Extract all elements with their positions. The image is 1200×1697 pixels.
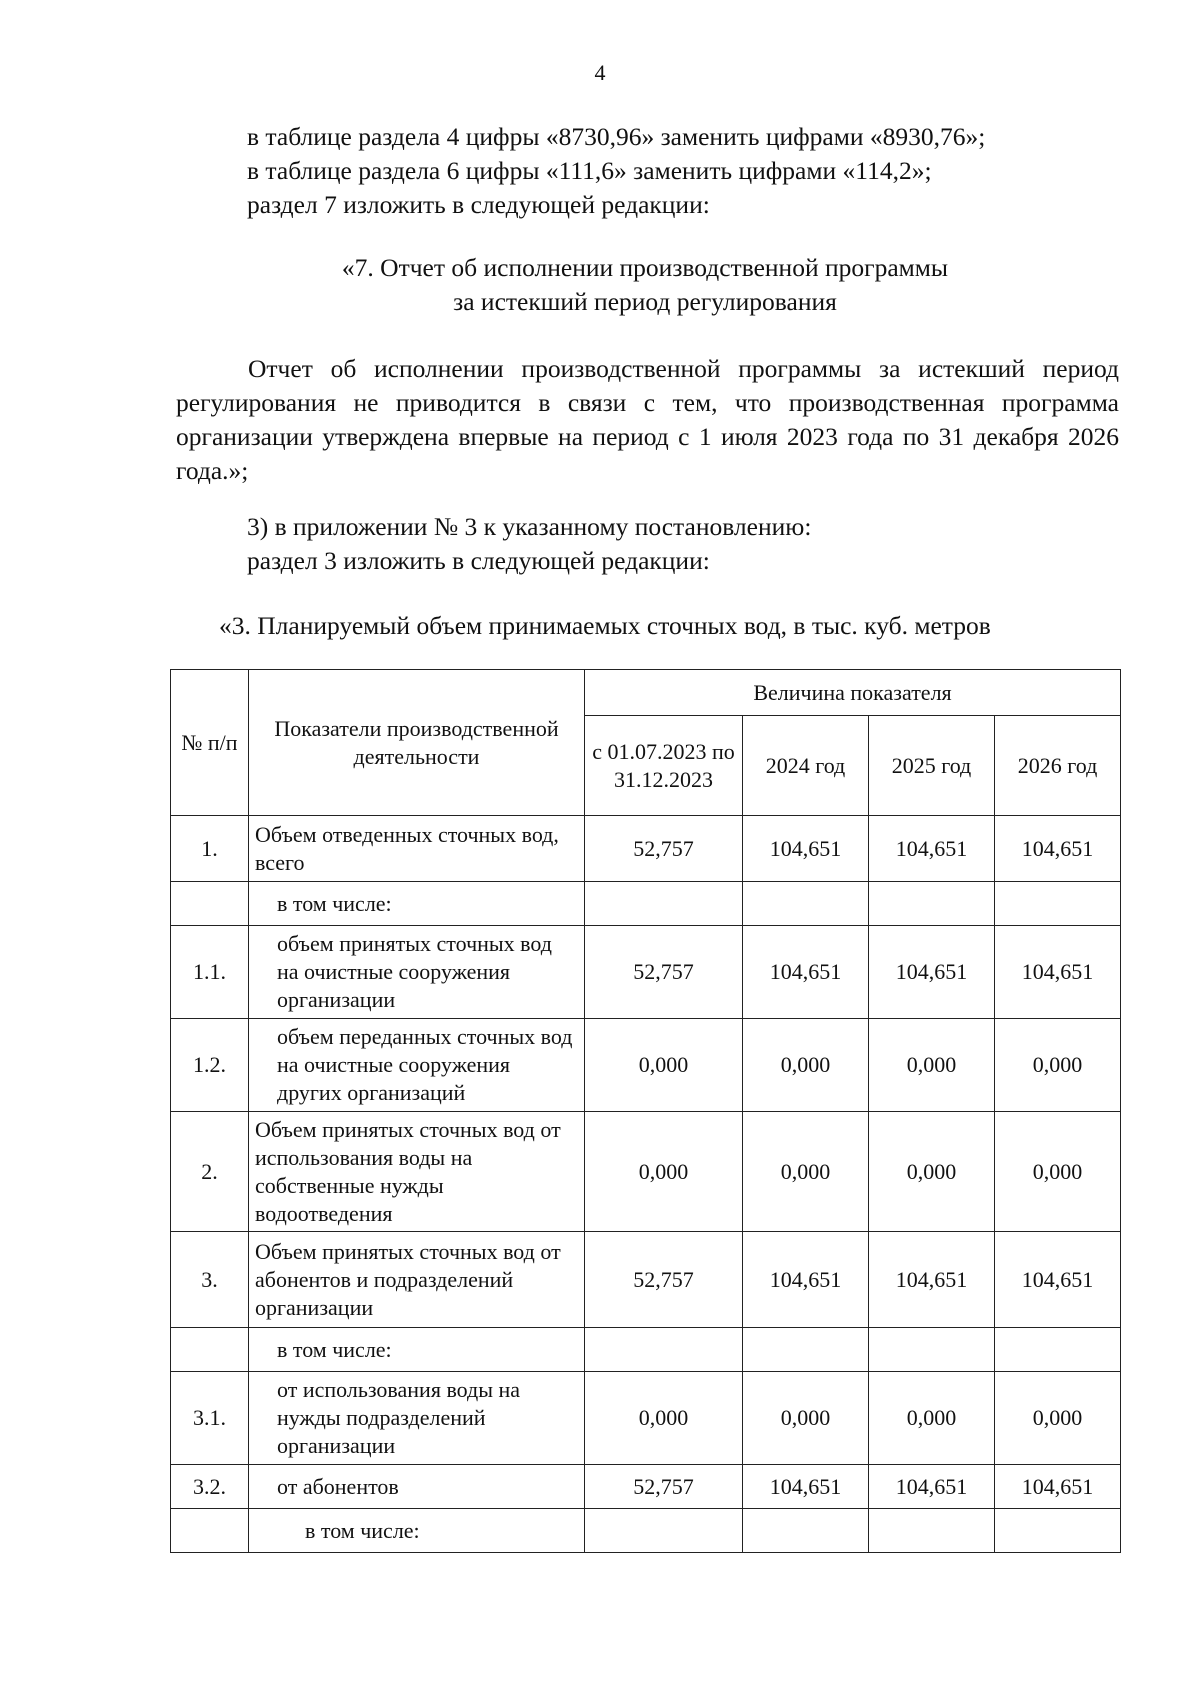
appendix-instructions — [247, 510, 811, 578]
row-value: 104,651 — [869, 816, 995, 882]
row-num — [171, 1509, 249, 1553]
table-row — [171, 1232, 1121, 1328]
table-title: «3. Планируемый объем принимаемых сточных вод, в тыс. куб. метров — [219, 611, 991, 640]
row-indicator: в том числе: — [249, 1509, 585, 1553]
row-num — [171, 1328, 249, 1372]
row-value — [743, 882, 869, 926]
row-value — [995, 882, 1121, 926]
row-value — [743, 1509, 869, 1553]
row-value: 0,000 — [995, 1372, 1121, 1465]
row-value: 52,757 — [585, 1465, 743, 1509]
row-value: 0,000 — [869, 1372, 995, 1465]
appendix-line1: 3) в приложении № 3 к указанному постановлению: — [247, 512, 812, 541]
row-value: 104,651 — [869, 926, 995, 1019]
row-value: 0,000 — [869, 1019, 995, 1112]
row-value: 104,651 — [743, 1232, 869, 1328]
row-num: 1. — [171, 816, 249, 882]
row-value: 104,651 — [995, 926, 1121, 1019]
row-value: 104,651 — [995, 1232, 1121, 1328]
table-row — [171, 1019, 1121, 1112]
row-value: 0,000 — [995, 1112, 1121, 1232]
row-value: 0,000 — [995, 1019, 1121, 1112]
wastewater-volume-table — [170, 669, 1121, 1553]
row-value — [995, 1328, 1121, 1372]
row-indicator: от использования воды на нужды подразделений организации — [249, 1372, 585, 1465]
row-value: 52,757 — [585, 926, 743, 1019]
row-num — [171, 882, 249, 926]
row-num: 3.1. — [171, 1372, 249, 1465]
table-row — [171, 816, 1121, 882]
row-value: 104,651 — [869, 1465, 995, 1509]
row-value — [869, 882, 995, 926]
row-value: 0,000 — [585, 1372, 743, 1465]
section7-title — [210, 251, 1080, 319]
row-value — [995, 1509, 1121, 1553]
table-row — [171, 1112, 1121, 1232]
row-num: 2. — [171, 1112, 249, 1232]
row-value: 0,000 — [743, 1372, 869, 1465]
row-indicator: в том числе: — [249, 882, 585, 926]
amendment-line: в таблице раздела 6 цифры «111,6» заменить цифрами «114,2»; — [247, 156, 932, 185]
page-number: 4 — [594, 60, 606, 85]
row-value — [869, 1328, 995, 1372]
section7-paragraph: Отчет об исполнении производственной программы за истекший период регулирования не приводится в связи с тем, что производственная программа организации утверждена впервые на период с 1 июля 2023 года по 31 декабря 2026 года.»; — [176, 354, 1119, 485]
header-period: 2024 год — [743, 716, 869, 816]
row-num: 3.2. — [171, 1465, 249, 1509]
section7-title-line2: за истекший период регулирования — [453, 287, 837, 316]
appendix-line2: раздел 3 изложить в следующей редакции: — [247, 546, 710, 575]
row-value: 52,757 — [585, 816, 743, 882]
table-row — [171, 882, 1121, 926]
row-indicator: Объем принятых сточных вод от абонентов и подразделений организации — [249, 1232, 585, 1328]
row-value — [585, 1509, 743, 1553]
row-indicator: объем переданных сточных вод на очистные сооружения других организаций — [249, 1019, 585, 1112]
amendment-line: раздел 7 изложить в следующей редакции: — [247, 190, 710, 219]
amendments-list — [247, 120, 985, 222]
row-num: 1.1. — [171, 926, 249, 1019]
row-value: 104,651 — [995, 1465, 1121, 1509]
header-period: 2025 год — [869, 716, 995, 816]
row-indicator: Объем отведенных сточных вод, всего — [249, 816, 585, 882]
row-value — [743, 1328, 869, 1372]
row-value: 0,000 — [585, 1019, 743, 1112]
row-indicator: объем принятых сточных вод на очистные сооружения организации — [249, 926, 585, 1019]
table-row — [171, 1372, 1121, 1465]
header-value-group: Величина показателя — [585, 670, 1121, 716]
header-period: с 01.07.2023 по 31.12.2023 — [585, 716, 743, 816]
row-value: 104,651 — [869, 1232, 995, 1328]
row-value — [585, 882, 743, 926]
row-value: 104,651 — [743, 816, 869, 882]
row-value: 0,000 — [743, 1112, 869, 1232]
header-indicator: Показатели производственной деятельности — [249, 670, 585, 816]
row-value: 0,000 — [743, 1019, 869, 1112]
row-num: 3. — [171, 1232, 249, 1328]
row-value: 52,757 — [585, 1232, 743, 1328]
row-indicator: Объем принятых сточных вод от использования воды на собственные нужды водоотведения — [249, 1112, 585, 1232]
row-value — [869, 1509, 995, 1553]
row-value: 104,651 — [995, 816, 1121, 882]
amendment-line: в таблице раздела 4 цифры «8730,96» заменить цифрами «8930,76»; — [247, 122, 986, 151]
row-indicator: от абонентов — [249, 1465, 585, 1509]
section7-title-line1: «7. Отчет об исполнении производственной программы — [341, 253, 949, 282]
header-num: № п/п — [171, 670, 249, 816]
row-value: 104,651 — [743, 926, 869, 1019]
table-row — [171, 926, 1121, 1019]
table-row — [171, 1509, 1121, 1553]
row-value: 0,000 — [869, 1112, 995, 1232]
row-num: 1.2. — [171, 1019, 249, 1112]
row-indicator: в том числе: — [249, 1328, 585, 1372]
table-row — [171, 1465, 1121, 1509]
row-value: 104,651 — [743, 1465, 869, 1509]
row-value — [585, 1328, 743, 1372]
header-period: 2026 год — [995, 716, 1121, 816]
table-row — [171, 1328, 1121, 1372]
row-value: 0,000 — [585, 1112, 743, 1232]
